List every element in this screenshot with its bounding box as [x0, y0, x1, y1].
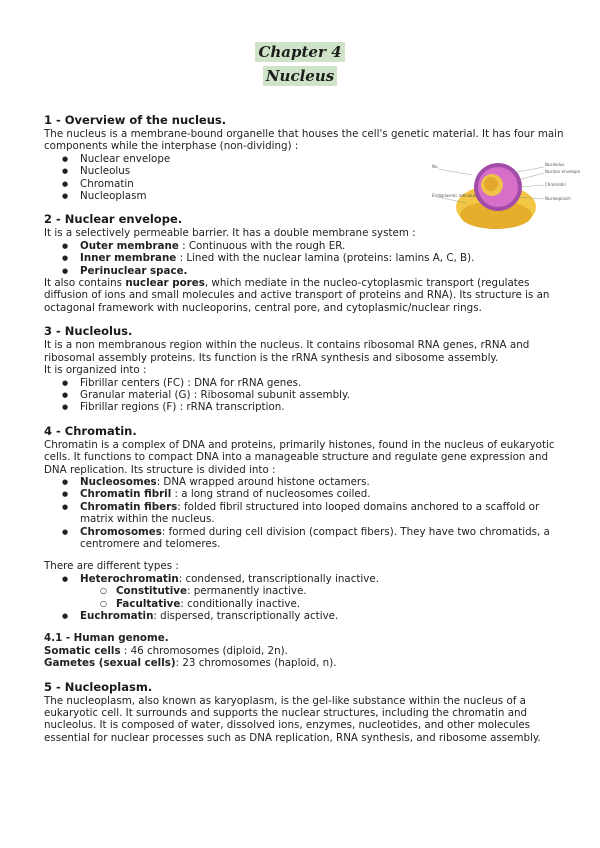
desc: : formed during cell division (compact fibers). They have two chromatids, a centromere and telomeres. [80, 525, 550, 550]
section-heading: 4 - Chromatin. [44, 423, 137, 438]
list-item: ● Fibrillar regions (F) : rRNA transcription. [80, 401, 564, 413]
fig-label-right-3: Chromatin [545, 182, 566, 187]
section-intro-2: It is organized into : [44, 364, 147, 377]
list-item [80, 501, 564, 526]
term: Euchromatin [80, 610, 154, 622]
desc: : Lined with the nuclear lamina (proteins: lamins A, C, B). [179, 252, 475, 265]
fig-label-left-1: Nu [432, 164, 438, 169]
text: It also contains [44, 277, 126, 290]
section-nucleolus [44, 324, 564, 413]
desc: : conditionally inactive. [180, 597, 301, 610]
term: Gametes (sexual cells) [44, 657, 176, 670]
term: Chromatin fibril [80, 488, 172, 501]
nuclear-pores-paragraph [44, 277, 564, 314]
section-intro: It is a selectively permeable barrier. It has a double membrane system : [44, 227, 416, 240]
list-item [80, 240, 564, 252]
term: Nucleosomes [80, 475, 157, 488]
section-heading: 3 - Nucleolus. [44, 324, 133, 339]
section-overview [44, 113, 564, 202]
term: Chromatin fibers [80, 500, 178, 513]
chromatin-structure-list [44, 476, 564, 550]
desc: : Continuous with the rough ER. [182, 239, 346, 252]
list-item: ● Nucleolus [80, 165, 564, 177]
term: Outer membrane [80, 239, 179, 252]
list-item [80, 573, 564, 610]
chapter-subtitle: Nucleus [263, 66, 337, 86]
section-intro: Chromatin is a complex of DNA and proteins, primarily histones, found in the nucleus of eukaryotic cells. It functions to compact DNA into a manageable structure and regulate gene expression and DNA replication. Its structure is divided into : [44, 438, 555, 476]
desc: : permanently inactive. [186, 585, 307, 598]
heterochromatin-sublist [80, 585, 564, 610]
term: Constitutive [116, 585, 187, 598]
list-item [80, 610, 564, 622]
chromatin-types-list [44, 573, 564, 623]
section-heading: 5 - Nucleoplasm. [44, 679, 153, 694]
section-human-genome [44, 632, 564, 669]
term: Chromosomes [80, 525, 162, 538]
document-body [44, 113, 564, 754]
desc: : a long strand of nucleosomes coiled. [171, 488, 371, 501]
chapter-title: Chapter 4 [255, 42, 344, 62]
subsection-heading: 4.1 - Human genome. [44, 632, 169, 645]
genome-line-1 [44, 645, 564, 657]
term: Facultative [116, 597, 181, 610]
list-item [80, 265, 564, 277]
section-nuclear-envelope [44, 212, 564, 314]
list-item [116, 585, 564, 597]
section-heading: 1 - Overview of the nucleus. [44, 113, 227, 127]
term: Heterochromatin [80, 572, 179, 585]
list-item [116, 598, 564, 610]
list-item: ● Nucleoplasm [80, 190, 564, 202]
desc: : condensed, transcriptionally inactive. [178, 572, 379, 585]
list-item [80, 252, 564, 264]
desc: : DNA wrapped around histone octamers. [156, 475, 370, 488]
list-item: ● Chromatin [80, 178, 564, 190]
types-intro: There are different types : [44, 560, 179, 573]
section-heading: 2 - Nuclear envelope. [44, 212, 183, 227]
desc: : folded fibril structured into looped domains anchored to a scaffold or matrix within the nucleus. [80, 500, 540, 526]
desc: : 23 chromosomes (haploid, n). [175, 657, 337, 670]
term: Inner membrane [80, 252, 177, 265]
genome-line-2 [44, 657, 564, 669]
fig-label-left-2: Endoplasmic reticulum [432, 193, 478, 198]
component-list [44, 153, 564, 203]
list-item: ● Nuclear envelope [80, 153, 564, 165]
section-text: The nucleoplasm, also known as karyoplasm, is the gel-like substance within the nucleus of a eukaryotic cell. It surrounds and supports the nuclear structures, including the chromatin and nucleolus. It is composed of water, dissolved ions, enzymes, nucleotides, and other molecules essential for nuclear processes such as DNA replication, RNA synthesis, and ribosome assembly. [44, 694, 541, 744]
section-intro: The nucleus is a membrane-bound organelle that houses the cell's genetic material. It has four main components while the interphase (non-dividing) : [44, 128, 564, 153]
membrane-list [44, 240, 564, 277]
desc: : 46 chromosomes (diploid, 2n). [120, 644, 288, 657]
section-chromatin [44, 424, 564, 623]
section-nucleoplasm [44, 680, 564, 745]
text: , which mediate in the nucleo-cytoplasmic transport (regulates diffusion of ions and small molecules and active transport of proteins and RNA). Its structure is an octagonal framework with nucleoporins, central pore, and cytoplasmic/nuclear rings. [44, 277, 550, 314]
term: Somatic cells [44, 644, 121, 657]
list-item [80, 526, 564, 551]
fig-label-right-1: Nucleolus [545, 162, 565, 167]
list-item [80, 476, 564, 488]
list-item: ● Granular material (G) : Ribosomal subunit assembly. [80, 389, 564, 401]
fig-label-right-2: Nuclear envelope [545, 169, 581, 174]
section-intro: It is a non membranous region within the nucleus. It contains ribosomal RNA genes, rRNA and ribosomal assembly proteins. Its function is the rRNA synthesis and sibosome assembly. [44, 339, 530, 364]
list-item: ● Fibrillar centers (FC) : DNA for rRNA genes. [80, 377, 564, 389]
fig-label-right-4: Nucleoplasm [545, 196, 571, 201]
chapter-title-block [0, 40, 600, 88]
term: Perinuclear space. [80, 264, 188, 277]
desc: : dispersed, transcriptionally active. [153, 610, 339, 622]
list-item [80, 488, 564, 500]
nucleolus-list [44, 377, 564, 414]
term: nuclear pores [125, 277, 205, 290]
